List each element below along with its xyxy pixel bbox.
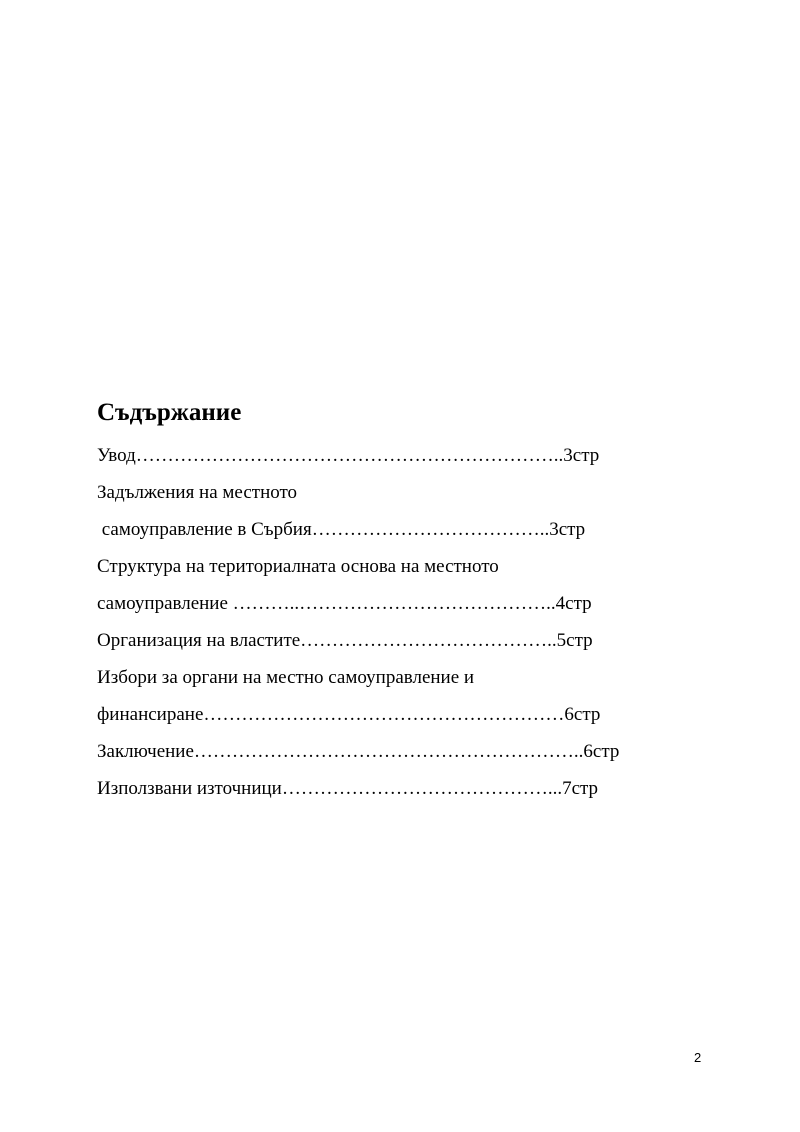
toc-entry-sources: Използвани източници……………………………………...7стр — [97, 778, 599, 799]
toc-entry-structure-line1: Структура на териториалната основа на местното — [97, 556, 499, 577]
toc-entry-introduction: Увод…………………………………………………………..3стр — [97, 445, 600, 466]
toc-heading: Съдържание — [97, 399, 242, 426]
toc-entry-structure-line2: самоуправление ………..…………………………………..4стр — [97, 593, 592, 614]
toc-entry-conclusion: Заключение……………………………………………………..6стр — [97, 741, 620, 762]
page-number: 2 — [694, 1050, 702, 1065]
toc-entry-obligations-line1: Задължения на местното — [97, 482, 298, 503]
toc-entry-organization: Организация на властите…………………………………..5стр — [97, 630, 593, 651]
toc-entry-elections-line1: Избори за органи на местно самоуправление и — [97, 667, 475, 688]
toc-entry-elections-line2: финансиране…………………………………………………6стр — [97, 704, 601, 725]
toc-entry-obligations-line2: самоуправление в Сърбия………………………………..3стр — [97, 519, 586, 540]
